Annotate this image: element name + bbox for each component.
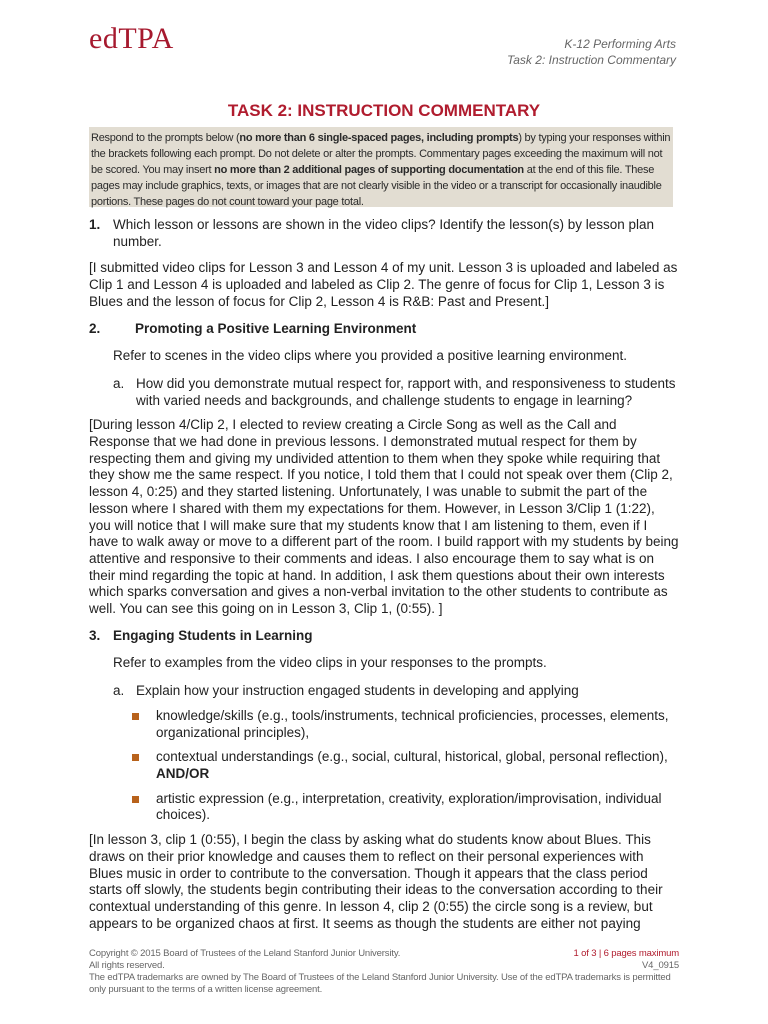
instructions-text: ) by typing your responses within the brackets following each prompt. Do not delete or alter the prompts. Commentary pages exceeding the maximum will not be scored. You may insert bbox=[91, 132, 671, 176]
instructions-bold: no more than 6 single-spaced pages, including prompts bbox=[239, 132, 519, 144]
prompt-text: How did you demonstrate mutual respect for, rapport with, and responsiveness to students with varied needs and backgrounds, and challenge students to engage in learning? bbox=[136, 375, 676, 408]
instructions-bold: no more than 2 additional pages of supporting documentation bbox=[214, 164, 524, 176]
bullet-text bbox=[156, 749, 679, 782]
page-count: 1 of 3 | 6 pages maximum bbox=[573, 948, 679, 959]
instructions-box bbox=[89, 127, 673, 207]
copyright-text: Copyright © 2015 Board of Trustees of the Leland Stanford Junior University. bbox=[89, 948, 401, 959]
prompt-1 bbox=[89, 217, 679, 250]
section-2-instruction: Refer to scenes in the video clips where you provided a positive learning environment. bbox=[113, 348, 628, 364]
response-2a[interactable]: [During lesson 4/Clip 2, I elected to review creating a Circle Song as well as the Call and Response that we had done in previous lessons. I demonstrated mutual respect for them by respecting them and giving my undivided attention to them when they spoke while requiring that they show me the same respect. If you notice, I told them that I could not speak over them (Clip 2, lesson 4, 0:25) and they started listening. Unfortunately, I was unable to submit the part of the lesson where I shared with them my expectations for them. However, in Lesson 3/Clip 1 (1:22), you will notice that I will make sure that my students know that I am listening to them, even if I have to walk away or move to a different part of the room. I build rapport with my students by being attentive and responsive to their comments and ideas. I also encourage them to say what is on their mind regarding the topic at hand. In addition, I ask them questions about their own interests which sparks conversation and gives a non-verbal invitation to the other students to contribute as well. You can see this going on in Lesson 3, Clip 1, (0:55). ] bbox=[89, 417, 679, 617]
prompt-letter: a. bbox=[113, 375, 125, 391]
prompt-2a bbox=[113, 376, 679, 409]
prompt-text: Which lesson or lessons are shown in the video clips? Identify the lesson(s) by lesson plan number. bbox=[113, 217, 655, 249]
version-label: V4_0915 bbox=[642, 960, 679, 971]
section-title: Promoting a Positive Learning Environment bbox=[135, 320, 417, 336]
instructions-text: Respond to the prompts below ( bbox=[91, 132, 240, 144]
bullet-item bbox=[132, 791, 679, 824]
section-number: 2. bbox=[89, 320, 101, 336]
bullet-item bbox=[132, 708, 679, 741]
bullet-text: artistic expression (e.g., interpretation, creativity, exploration/improvisation, individual choices). bbox=[156, 790, 662, 823]
bullet-text-part: contextual understandings (e.g., social, cultural, historical, global, personal reflection), bbox=[156, 749, 668, 765]
response-3a[interactable]: [In lesson 3, clip 1 (0:55), I begin the class by asking what do students know about Blues. This draws on their prior knowledge and causes them to reflect on their personal experiences with Blues music in order to contribute to the conversation. Though it appears that the class period starts off slowly, the students begin contributing their ideas to the conversation according to their contextual understanding of this genre. In lesson 4, clip 2 (0:55) the circle song is a review, but appears to be organized chaos at first. It seems as though the students are either not paying bbox=[89, 832, 663, 931]
prompt-letter: a. bbox=[113, 683, 125, 699]
section-3-instruction: Refer to examples from the video clips in your responses to the prompts. bbox=[113, 655, 547, 671]
trademark-notice: The edTPA trademarks are owned by The Board of Trustees of the Leland Stanford Junior University. Use of the edTPA trademarks is permitted only pursuant to the terms of a written license agreement. bbox=[89, 972, 671, 995]
square-bullet-icon bbox=[132, 713, 139, 720]
prompt-text: Explain how your instruction engaged students in developing and applying bbox=[136, 683, 579, 699]
edtpa-logo: edTPA bbox=[89, 22, 174, 55]
bullet-bold: AND/OR bbox=[156, 765, 210, 781]
bullet-text: knowledge/skills (e.g., tools/instruments, technical proficiencies, processes, elements, organizational principles), bbox=[156, 707, 669, 740]
rights-text: All rights reserved. bbox=[89, 960, 165, 971]
task-label: Task 2: Instruction Commentary bbox=[507, 53, 676, 67]
page-title: TASK 2: INSTRUCTION COMMENTARY bbox=[227, 101, 541, 120]
page-footer bbox=[89, 948, 679, 996]
section-2-heading bbox=[89, 321, 679, 338]
instructions-text: at the end of this file. These pages may include graphics, texts, or images that are not clearly visible in the video or a transcript for occasionally inaudible portions. These pages do not count toward your page total. bbox=[91, 164, 662, 208]
subject-label: K-12 Performing Arts bbox=[564, 37, 676, 51]
square-bullet-icon bbox=[132, 754, 139, 761]
section-title: Engaging Students in Learning bbox=[113, 627, 313, 643]
response-1[interactable]: [I submitted video clips for Lesson 3 and Lesson 4 of my unit. Lesson 3 is uploaded and labeled as Clip 1 and Lesson 4 is uploaded and labeled as Clip 2. The genre of focus for Clip 1, Lesson 3 is Blues and the lesson of focus for Clip 2, Lesson 4 is R&B: Past and Present.] bbox=[89, 260, 678, 309]
section-number: 3. bbox=[89, 627, 101, 643]
running-header bbox=[507, 36, 676, 68]
section-3-heading bbox=[89, 628, 679, 645]
prompt-3a bbox=[113, 683, 679, 700]
square-bullet-icon bbox=[132, 796, 139, 803]
bullet-item bbox=[132, 749, 679, 782]
prompt-number: 1. bbox=[89, 217, 101, 232]
commentary-body bbox=[89, 217, 679, 942]
